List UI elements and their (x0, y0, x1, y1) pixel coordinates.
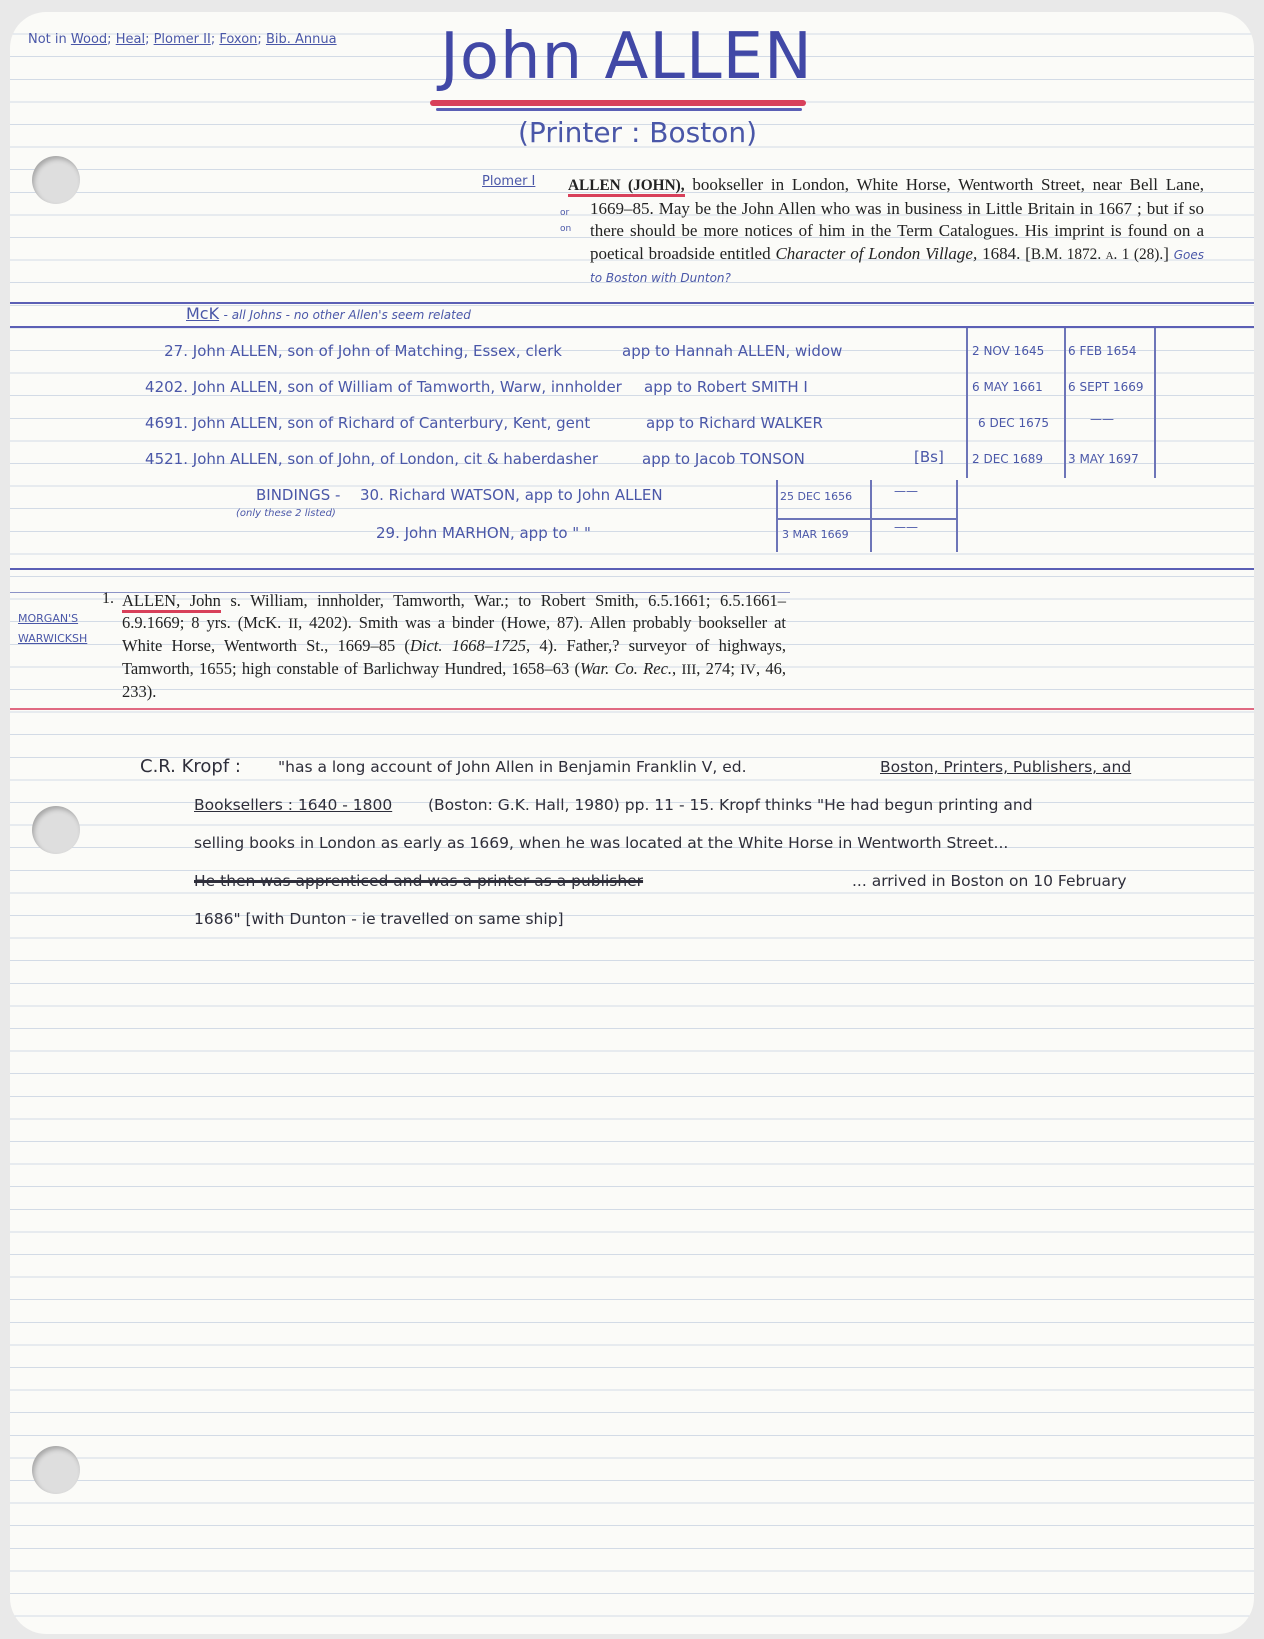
binding-row-text: 29. John MARHON, app to " " (376, 524, 591, 542)
bindings-label: BINDINGS - (256, 486, 341, 504)
plomer-entry: ALLEN (JOHN), bookseller in London, White Horse, Wentworth Street, near Bell Lane, 1669–85. May be the John Allen who was in business in Little Britain in 1667 ; but if so there should be more notices of him in the Term Catalogues. His imprint is found on a poetical broadside entitled Character of London Village, 1684. [B.M. 1872. a. 1 (28).] Goes to Boston with Dunton? (568, 175, 1205, 286)
row-number: 27. (164, 342, 188, 360)
plomer-handnote: Goes to Boston with Dunton? (590, 247, 1204, 286)
table-row (140, 342, 562, 360)
bindings-note: (only these 2 listed) (236, 508, 336, 519)
row-app: app to Richard WALKER (646, 414, 823, 432)
morgan-entry: ALLEN, John s. William, innholder, Tamworth, War.; to Robert Smith, 6.5.1661; 6.5.1661–6.9.1669; 8 yrs. (McK. II, 4202). Smith was a binder (Howe, 87). Allen probably bookseller at White Horse, Wentworth St., 1669–85 (Dict. 1668–1725, 4). Father,? surveyor of highways, Tamworth, 1655; high constable of Barlichway Hundred, 1658–63 (War. Co. Rec., III, 274; IV, 46, 233). (122, 591, 787, 701)
title-underline-blue (436, 108, 802, 111)
row-date-start: 2 NOV 1645 (972, 344, 1045, 358)
row-date-end: 6 SEPT 1669 (1068, 380, 1144, 394)
kropf-book-title: Booksellers : 1640 - 1800 (194, 796, 393, 814)
table-rule (1154, 328, 1156, 478)
mck-label: McK (186, 304, 220, 323)
section-rule (10, 326, 1254, 328)
top-note-ref: Foxon (219, 32, 258, 47)
row-date-end: 6 FEB 1654 (1068, 344, 1137, 358)
table-rule (966, 328, 968, 478)
margin-mark: or (560, 208, 570, 218)
row-app: app to Jacob TONSON (642, 450, 805, 468)
kropf-book-title: Boston, Printers, Publishers, and (880, 758, 1132, 776)
morgan-entry-number: 1. (102, 590, 114, 607)
punch-hole-top (32, 156, 80, 204)
row-text: John ALLEN, son of John of Matching, Essex, clerk (192, 342, 562, 360)
kropf-line: (Boston: G.K. Hall, 1980) pp. 11 - 15. Kropf thinks "He had begun printing and (428, 796, 1033, 814)
section-rule (10, 568, 1254, 570)
row-number: 4521. (145, 450, 188, 468)
kropf-struck-text: He then was apprenticed and was a printer as a publisher (194, 872, 644, 890)
binding-row-date: 3 MAR 1669 (782, 528, 849, 541)
row-bs: [Bs] (914, 448, 944, 466)
page-subtitle: (Printer : Boston) (518, 116, 758, 149)
plomer-ref: B.M. 1872. a. 1 (28). (1030, 245, 1164, 263)
margin-mark: on (560, 224, 572, 234)
plomer-broadside-title: Character of London Village, (775, 243, 978, 263)
row-app: app to Robert SMITH I (644, 378, 808, 396)
binding-row-date-end: —— (894, 520, 918, 534)
row-number: 4202. (145, 378, 188, 396)
kropf-line: selling books in London as early as 1669, when he was located at the White Horse in Wentworth Street... (194, 834, 1009, 852)
kropf-line: "has a long account of John Allen in Benjamin Franklin V, ed. (278, 758, 747, 776)
kropf-label: C.R. Kropf : (140, 756, 241, 777)
table-rule (776, 480, 778, 552)
row-number: 4691. (145, 414, 188, 432)
punch-hole-bottom (32, 1446, 80, 1494)
punch-hole-middle (32, 806, 80, 854)
row-date-start: 2 DEC 1689 (972, 452, 1044, 466)
mck-note: - all Johns - no other Allen's seem related (223, 308, 471, 322)
row-date-start: 6 MAY 1661 (972, 380, 1043, 394)
table-row (140, 450, 598, 468)
top-note-ref: Bib. Annua (265, 32, 337, 47)
kropf-line: ... arrived in Boston on 10 February (852, 872, 1127, 890)
table-rule (1064, 328, 1066, 478)
table-row (140, 414, 590, 432)
top-note-ref: Wood (70, 32, 108, 47)
section-rule-red (10, 708, 1254, 710)
plomer-head: ALLEN (JOHN), (568, 177, 685, 197)
plomer-text: bookseller in London, White Horse, Wentworth Street, near Bell Lane, 1669–85. May be the John Allen who was in business in Little Britain in 1667 ; but if so there should be more notices of him in the Term Catalogues. His imprint is found on a poetical broadside entitled (590, 175, 1205, 263)
row-app: app to Hannah ALLEN, widow (622, 342, 843, 360)
binding-row-date: 25 DEC 1656 (780, 490, 853, 503)
binding-row-text: 30. Richard WATSON, app to John ALLEN (360, 486, 663, 504)
mck-heading (186, 304, 471, 323)
row-text: John ALLEN, son of John, of London, cit & haberdasher (192, 450, 599, 468)
notebook-page (10, 12, 1254, 1634)
top-note-ref: Heal (115, 32, 146, 47)
top-note: Not in Wood; Heal; Plomer II; Foxon; Bib. Annua (28, 32, 337, 47)
row-date-start: 6 DEC 1675 (978, 416, 1050, 430)
morgan-margin-label: WARWICKSH (18, 632, 88, 645)
morgan-margin-label: MORGAN'S (18, 612, 79, 625)
page-title: John ALLEN (440, 20, 813, 94)
table-rule (956, 480, 958, 552)
table-rule (870, 480, 872, 552)
table-rule (776, 518, 956, 520)
top-note-ref: Plomer II (153, 32, 211, 47)
row-date-end: —— (1090, 412, 1114, 426)
row-text: John ALLEN, son of Richard of Canterbury, Kent, gent (192, 414, 591, 432)
title-underline-red (430, 100, 806, 106)
morgan-head: ALLEN, John (122, 591, 221, 613)
row-text: John ALLEN, son of William of Tamworth, Warw, innholder (192, 378, 622, 396)
top-note-prefix: Not in (28, 32, 67, 47)
binding-row-date-end: —— (894, 484, 918, 498)
plomer-label: Plomer I (482, 174, 536, 189)
kropf-line: 1686" [with Dunton - ie travelled on same ship] (194, 910, 564, 928)
row-date-end: 3 MAY 1697 (1068, 452, 1139, 466)
table-row (140, 378, 622, 396)
